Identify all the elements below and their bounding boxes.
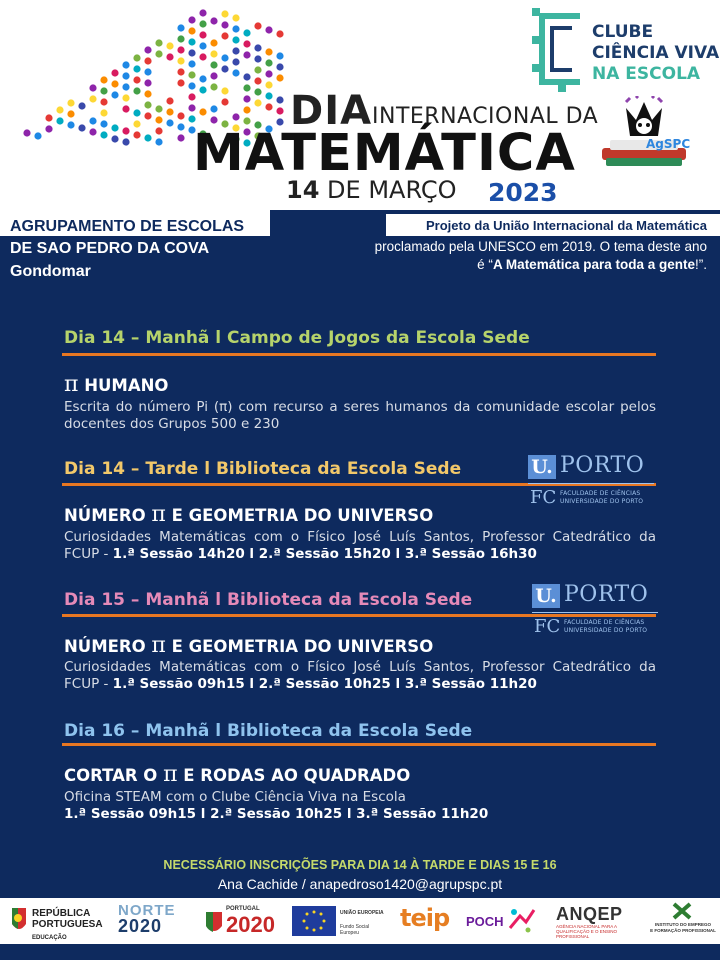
pixel-dot bbox=[122, 61, 129, 68]
pixel-dot bbox=[23, 129, 30, 136]
pixel-dot bbox=[232, 58, 239, 65]
pixel-dot bbox=[155, 138, 162, 145]
poch-text: POCH bbox=[466, 914, 504, 929]
pixel-dot bbox=[276, 52, 283, 59]
pixel-dot bbox=[133, 87, 140, 94]
pixel-dot bbox=[89, 128, 96, 135]
pixel-dot bbox=[199, 42, 206, 49]
rp-line-1: REPÚBLICA bbox=[32, 908, 91, 919]
pi-symbol: π bbox=[64, 372, 79, 397]
iefp-mark-icon bbox=[672, 902, 692, 920]
uporto-fcup-logo bbox=[528, 455, 656, 515]
event-description bbox=[64, 789, 656, 823]
project-description bbox=[367, 238, 707, 274]
fc-mark: FC bbox=[534, 616, 561, 637]
pixel-dot bbox=[111, 69, 118, 76]
pixel-dot bbox=[232, 14, 239, 21]
pixel-dot bbox=[188, 104, 195, 111]
pixel-dot bbox=[243, 95, 250, 102]
event-title-numero-pi bbox=[64, 633, 433, 658]
event-desc-text: Oficina STEAM com o Clube Ciência Viva na Escola bbox=[64, 789, 406, 805]
event-pre: NÚMERO bbox=[64, 506, 152, 525]
pixel-dot bbox=[144, 134, 151, 141]
pixel-dot bbox=[133, 76, 140, 83]
pixel-dot bbox=[111, 135, 118, 142]
pixel-dot bbox=[122, 105, 129, 112]
pixel-dot bbox=[188, 38, 195, 45]
pi-symbol: π bbox=[151, 502, 166, 527]
section-divider bbox=[62, 353, 656, 356]
poch-logo bbox=[466, 902, 540, 940]
pixel-dot bbox=[56, 106, 63, 113]
pixel-dot bbox=[254, 77, 261, 84]
event-description bbox=[64, 399, 656, 433]
pixel-dot bbox=[122, 72, 129, 79]
pixel-dot bbox=[276, 30, 283, 37]
pixel-dot bbox=[254, 55, 261, 62]
pixel-dot bbox=[67, 99, 74, 106]
event-title-numero-pi bbox=[64, 502, 433, 527]
pixel-dot bbox=[199, 75, 206, 82]
pixel-dot bbox=[188, 82, 195, 89]
faculty-text bbox=[560, 490, 643, 506]
norte-line-2: 2020 bbox=[118, 916, 163, 936]
pixel-dot bbox=[221, 98, 228, 105]
pixel-dot bbox=[254, 66, 261, 73]
pixel-dot bbox=[232, 113, 239, 120]
pixel-dot bbox=[232, 47, 239, 54]
pixel-dot bbox=[254, 44, 261, 51]
mascot-label: AgSPC bbox=[646, 137, 691, 151]
school-line-2: DE SAO PEDRO DA COVA bbox=[10, 240, 210, 257]
pixel-dot bbox=[232, 69, 239, 76]
pixel-dot bbox=[111, 124, 118, 131]
pixel-dot bbox=[155, 105, 162, 112]
mascot-logo-icon bbox=[596, 96, 692, 170]
pi-symbol: π bbox=[151, 633, 166, 658]
pixel-dot bbox=[133, 65, 140, 72]
fc-mark: FC bbox=[530, 487, 557, 508]
anqep-logo bbox=[556, 902, 640, 940]
uporto-line bbox=[528, 483, 654, 484]
iefp-line-2: E FORMAÇÃO PROFISSIONAL bbox=[650, 928, 716, 933]
event-post: E GEOMETRIA DO UNIVERSO bbox=[165, 637, 434, 656]
pixel-dot bbox=[122, 138, 129, 145]
pixel-dot bbox=[155, 116, 162, 123]
pixel-dot bbox=[144, 112, 151, 119]
pixel-dot bbox=[188, 115, 195, 122]
uporto-line bbox=[532, 612, 658, 613]
pixel-dot bbox=[67, 110, 74, 117]
school-line-1: AGRUPAMENTO DE ESCOLAS bbox=[10, 218, 245, 235]
pixel-dot bbox=[265, 103, 272, 110]
event-sessions: 1.ª Sessão 09h15 l 2.ª Sessão 10h25 l 3.ª Sessão 11h20 bbox=[64, 806, 489, 822]
event-pre: NÚMERO bbox=[64, 637, 152, 656]
pixel-dot bbox=[232, 25, 239, 32]
pixel-dot bbox=[78, 102, 85, 109]
republica-portuguesa-logo bbox=[8, 902, 108, 940]
pixel-dot bbox=[276, 63, 283, 70]
faculty-line-2: UNIVERSIDADE DO PORTO bbox=[560, 498, 644, 505]
rp-line-2: PORTUGUESA bbox=[32, 919, 103, 930]
pixel-dot bbox=[177, 112, 184, 119]
pixel-dot bbox=[100, 109, 107, 116]
pixel-dot bbox=[210, 116, 217, 123]
pixel-dot bbox=[199, 53, 206, 60]
pixel-dot bbox=[133, 109, 140, 116]
pixel-dot bbox=[166, 53, 173, 60]
club-line-2: CIÊNCIA VIVA bbox=[592, 43, 720, 63]
clube-ciencia-viva-logo-icon bbox=[528, 6, 588, 92]
pixel-dot bbox=[56, 117, 63, 124]
pixel-dot bbox=[166, 42, 173, 49]
pixel-dot bbox=[166, 97, 173, 104]
pixel-dot bbox=[188, 49, 195, 56]
pixel-dot bbox=[166, 108, 173, 115]
pixel-dot bbox=[144, 79, 151, 86]
pixel-dot bbox=[100, 131, 107, 138]
section-title-day16-morning: Dia 16 – Manhã l Biblioteca da Escola Sede bbox=[64, 721, 473, 741]
pixel-dot bbox=[221, 21, 228, 28]
bottom-strip bbox=[0, 944, 720, 960]
pixel-dot bbox=[111, 91, 118, 98]
date-day: 14 bbox=[286, 176, 320, 204]
pixel-dot bbox=[100, 98, 107, 105]
pixel-dot bbox=[188, 27, 195, 34]
pixel-dot bbox=[232, 36, 239, 43]
title-year: 2023 bbox=[488, 178, 558, 207]
event-description bbox=[64, 529, 656, 563]
anqep-text: ANQEP bbox=[556, 904, 623, 924]
section-title-day15-morning: Dia 15 – Manhã l Biblioteca da Escola Sede bbox=[64, 590, 473, 610]
event-post: HUMANO bbox=[78, 376, 169, 395]
pixel-dot bbox=[265, 81, 272, 88]
uniao-europeia-logo bbox=[292, 902, 388, 940]
pixel-dot bbox=[177, 68, 184, 75]
sponsor-logos-bar bbox=[0, 898, 720, 944]
norte-line-1: NORTE bbox=[118, 902, 176, 919]
rp-line-3: EDUCAÇÃO bbox=[32, 935, 67, 941]
section-title-day14-morning: Dia 14 – Manhã l Campo de Jogos da Escola Sede bbox=[64, 328, 530, 348]
uporto-word: PORTO bbox=[564, 582, 649, 607]
pixel-dot bbox=[89, 95, 96, 102]
title-matematica: MATEMÁTICA bbox=[193, 124, 576, 183]
pixel-dot bbox=[276, 107, 283, 114]
pixel-dot bbox=[210, 83, 217, 90]
pixel-dot bbox=[45, 125, 52, 132]
section-title-day14-afternoon: Dia 14 – Tarde l Biblioteca da Escola Sede bbox=[64, 459, 462, 479]
pixel-dot bbox=[199, 31, 206, 38]
school-line-3: Gondomar bbox=[10, 263, 91, 280]
pixel-dot bbox=[276, 96, 283, 103]
title-date bbox=[286, 176, 457, 204]
event-description bbox=[64, 659, 656, 693]
pi-symbol: π bbox=[163, 762, 178, 787]
pixel-dot bbox=[177, 24, 184, 31]
pixel-dot bbox=[210, 39, 217, 46]
pixel-dot bbox=[122, 94, 129, 101]
pixel-dot bbox=[199, 108, 206, 115]
header bbox=[0, 0, 720, 210]
pixel-dot bbox=[133, 131, 140, 138]
faculty-line-1: FACULDADE DE CIÊNCIAS bbox=[564, 619, 645, 626]
iefp-logo bbox=[648, 902, 718, 940]
pixel-dot bbox=[100, 76, 107, 83]
pixel-dot bbox=[199, 9, 206, 16]
portugal-2020-logo bbox=[204, 902, 284, 940]
pixel-dot bbox=[155, 127, 162, 134]
pixel-dot bbox=[221, 54, 228, 61]
pixel-dot bbox=[243, 73, 250, 80]
portugal-big: 2020 bbox=[226, 912, 275, 937]
pixel-dot bbox=[254, 22, 261, 29]
pixel-dot bbox=[144, 101, 151, 108]
portugal-2020-emblem-icon bbox=[204, 910, 224, 936]
pixel-dot bbox=[144, 57, 151, 64]
pixel-dot bbox=[221, 32, 228, 39]
pixel-dot bbox=[133, 120, 140, 127]
project-theme: A Matemática para toda a gente bbox=[492, 257, 695, 272]
event-sessions: 1.ª Sessão 14h20 l 2.ª Sessão 15h20 l 3.ª Sessão 16h30 bbox=[112, 546, 537, 562]
pixel-dot bbox=[199, 20, 206, 27]
event-pre: CORTAR O bbox=[64, 766, 164, 785]
pixel-dot bbox=[177, 134, 184, 141]
pixel-dot bbox=[155, 50, 162, 57]
pixel-dot bbox=[265, 92, 272, 99]
pixel-dot bbox=[210, 50, 217, 57]
pixel-dot bbox=[276, 74, 283, 81]
uporto-word: PORTO bbox=[560, 453, 645, 478]
faculty-text bbox=[564, 619, 647, 635]
pixel-dot bbox=[78, 124, 85, 131]
pixel-dot bbox=[188, 16, 195, 23]
teip-text: teip bbox=[400, 904, 450, 932]
pixel-dot bbox=[177, 46, 184, 53]
pixel-dot bbox=[254, 88, 261, 95]
pixel-dot bbox=[177, 79, 184, 86]
pixel-dot bbox=[243, 51, 250, 58]
portugal-flag-icon bbox=[8, 906, 30, 936]
pixel-dot bbox=[177, 57, 184, 64]
pixel-dot bbox=[210, 72, 217, 79]
pixel-dot bbox=[89, 117, 96, 124]
uporto-u: U. bbox=[528, 455, 556, 479]
pixel-dot bbox=[155, 39, 162, 46]
pixel-dot bbox=[221, 65, 228, 72]
title-dia: DIA bbox=[290, 88, 373, 134]
pixel-dot bbox=[100, 87, 107, 94]
date-month: DE MARÇO bbox=[327, 176, 457, 204]
event-title-cortar-pi bbox=[64, 762, 410, 787]
pixel-dot bbox=[265, 59, 272, 66]
project-desc-post: !”. bbox=[695, 257, 707, 272]
eu-line-1: UNIÃO EUROPEIA bbox=[340, 910, 384, 916]
pixel-dot bbox=[166, 119, 173, 126]
pixel-dot bbox=[122, 83, 129, 90]
clube-ciencia-viva-text bbox=[592, 22, 719, 85]
project-title: Projeto da União Internacional da Matemática bbox=[425, 218, 707, 233]
pixel-dot bbox=[144, 46, 151, 53]
event-title-pi-humano bbox=[64, 372, 168, 397]
pixel-dot bbox=[177, 123, 184, 130]
pixel-dot bbox=[67, 121, 74, 128]
faculty-line-2: UNIVERSIDADE DO PORTO bbox=[564, 627, 648, 634]
event-sessions: 1.ª Sessão 09h15 l 2.ª Sessão 10h25 l 3.ª Sessão 11h20 bbox=[112, 676, 537, 692]
pixel-dot bbox=[188, 93, 195, 100]
pixel-dot bbox=[111, 80, 118, 87]
norte-2020-logo bbox=[118, 902, 190, 940]
pixel-dot bbox=[243, 40, 250, 47]
pixel-dot bbox=[34, 132, 41, 139]
uporto-fcup-logo bbox=[532, 584, 660, 644]
pixel-dot bbox=[265, 26, 272, 33]
pixel-dot bbox=[210, 61, 217, 68]
pixel-dot bbox=[210, 105, 217, 112]
anqep-sub: AGÊNCIA NACIONAL PARA A QUALIFICAÇÃO E O ENSINO PROFISSIONAL bbox=[556, 924, 618, 939]
poch-arrows-icon bbox=[506, 904, 536, 934]
pixel-dot bbox=[122, 127, 129, 134]
registration-notice: NECESSÁRIO INSCRIÇÕES PARA DIA 14 À TARDE E DIAS 15 E 16 bbox=[163, 858, 557, 872]
section-divider bbox=[62, 743, 656, 746]
club-line-3: NA ESCOLA bbox=[592, 64, 701, 84]
contact-info: Ana Cachide / anapedroso1420@agrupspc.pt bbox=[217, 876, 503, 892]
pixel-dot bbox=[221, 87, 228, 94]
pixel-dot bbox=[45, 114, 52, 121]
pixel-dot bbox=[100, 120, 107, 127]
event-post: E RODAS AO QUADRADO bbox=[177, 766, 411, 785]
project-desc-pre: proclamado pela UNESCO em 2019. O tema deste ano é “ bbox=[374, 239, 707, 272]
eu-flag-icon bbox=[292, 906, 336, 936]
club-line-1: CLUBE bbox=[592, 22, 654, 42]
pixel-dot bbox=[199, 86, 206, 93]
pixel-dot bbox=[188, 71, 195, 78]
pixel-dot bbox=[221, 10, 228, 17]
pixel-dot bbox=[177, 35, 184, 42]
teip-logo bbox=[400, 902, 456, 940]
pixel-dot bbox=[210, 17, 217, 24]
pixel-dot bbox=[144, 68, 151, 75]
portugal-small: PORTUGAL bbox=[226, 906, 260, 912]
event-desc-text: Escrita do número Pi (π) com recurso a seres humanos da comunidade escolar pelos docentes dos Grupos 500 e 230 bbox=[64, 399, 656, 432]
pixel-dot bbox=[89, 84, 96, 91]
pixel-dot bbox=[265, 70, 272, 77]
uporto-u: U. bbox=[532, 584, 560, 608]
event-desc-text: Curiosidades Matemáticas com o Físico José Luís Santos, Professor Catedrático da FCUP - bbox=[64, 659, 656, 692]
eu-line-2: Fundo Social Europeu bbox=[340, 924, 370, 936]
pixel-dot bbox=[144, 90, 151, 97]
pixel-dot bbox=[243, 106, 250, 113]
event-post: E GEOMETRIA DO UNIVERSO bbox=[165, 506, 434, 525]
pixel-dot bbox=[133, 54, 140, 61]
event-desc-text: Curiosidades Matemáticas com o Físico José Luís Santos, Professor Catedrático da FCUP - bbox=[64, 529, 656, 562]
pixel-dot bbox=[243, 29, 250, 36]
title-internacional: INTERNACIONAL DA bbox=[372, 104, 599, 129]
pixel-dot bbox=[254, 99, 261, 106]
faculty-line-1: FACULDADE DE CIÊNCIAS bbox=[560, 490, 641, 497]
pixel-dot bbox=[188, 60, 195, 67]
pixel-dot bbox=[265, 48, 272, 55]
pixel-dot bbox=[243, 84, 250, 91]
iefp-line-1: INSTITUTO DO EMPREGO bbox=[655, 922, 711, 927]
